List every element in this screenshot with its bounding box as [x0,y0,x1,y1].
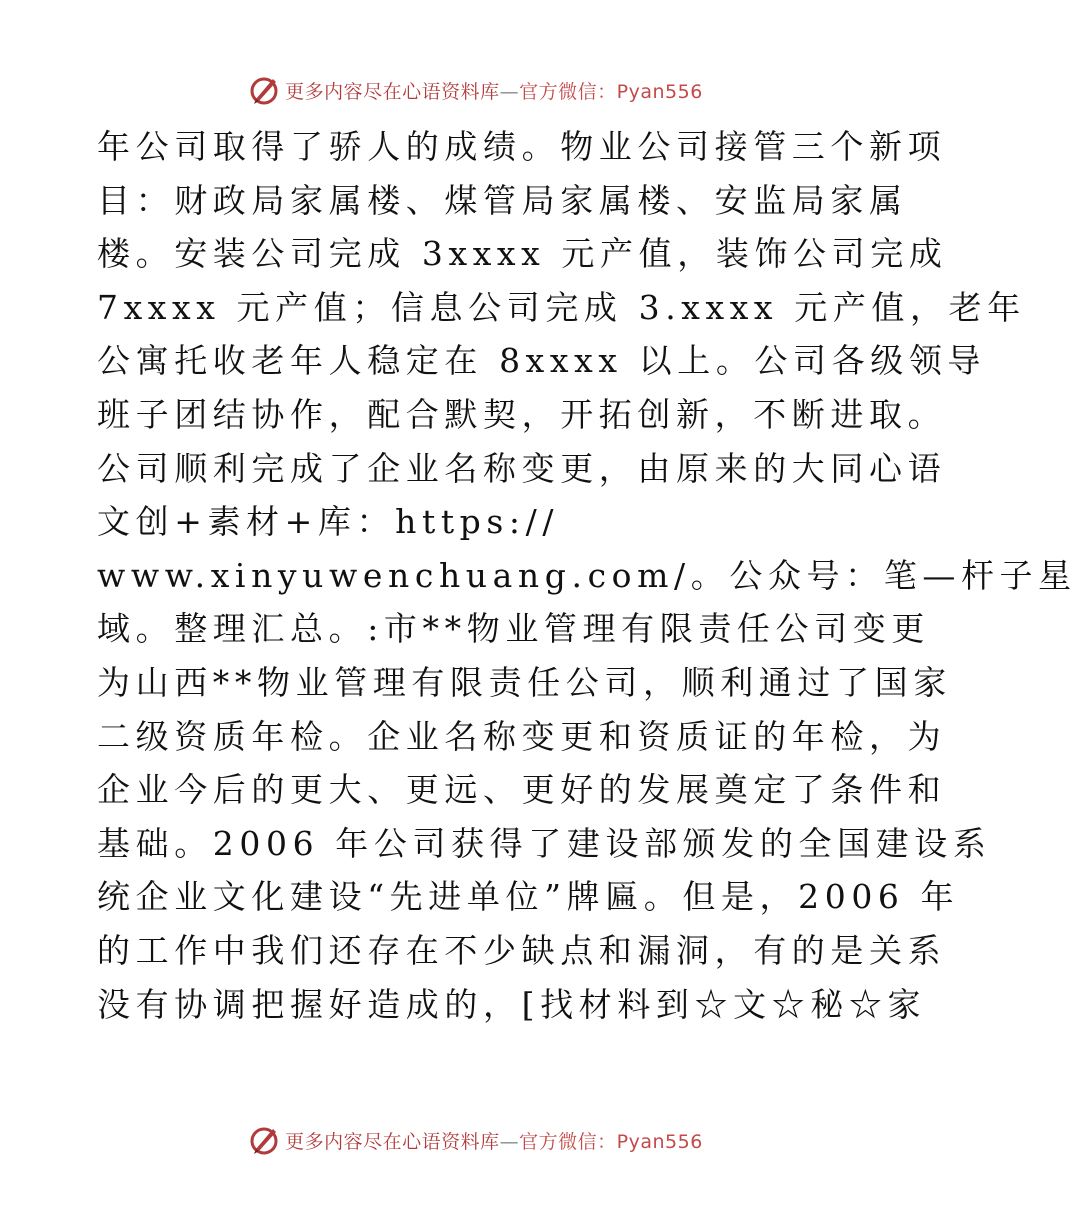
header-banner [0,70,950,110]
body-line: 目：财政局家属楼、煤管局家属楼、安监局家属 [97,180,908,220]
header-banner-text [285,77,703,104]
body-line: 为山西**物业管理有限责任公司，顺利通过了国家 [97,662,952,702]
body-line: 公司顺利完成了企业名称变更，由原来的大同心语 [97,448,947,488]
body-line: 7xxxx 元产值；信息公司完成 3.xxxx 元产值，老年 [97,287,1026,327]
body-line: 二级资质年检。企业名称变更和资质证的年检，为 [97,716,947,756]
footer-site-text: 更多内容尽在心语资料库 [285,1130,500,1153]
footer-banner-text [285,1127,703,1154]
body-line: 公寓托收老年人稳定在 8xxxx 以上。公司各级领导 [97,341,987,381]
document-body [97,120,1077,1031]
body-line: 的工作中我们还存在不少缺点和漏洞，有的是关系 [97,930,947,970]
pen-logo-icon [247,73,281,107]
body-line: 文创+素材+库：https:// [97,502,560,542]
footer-banner [0,1120,950,1160]
body-line: 楼。安装公司完成 3xxxx 元产值，装饰公司完成 [97,234,948,274]
body-line: www.xinyuwenchuang.com/。公众号：笔—杆子星 [97,555,1077,595]
body-line: 年公司取得了骄人的成绩。物业公司接管三个新项 [97,127,947,166]
footer-dash: — [499,1130,520,1153]
body-line: 企业今后的更大、更远、更好的发展奠定了条件和 [97,770,947,810]
body-line: 没有协调把握好造成的，[找材料到☆文☆秘☆家 [97,984,927,1024]
footer-wechat-text: 官方微信：Pyan556 [519,1130,703,1153]
header-wechat-text: 官方微信：Pyan556 [519,80,703,103]
body-line: 统企业文化建设“先进单位”牌匾。但是，2006 年 [97,877,960,917]
body-line: 班子团结协作，配合默契，开拓创新，不断进取。 [97,394,947,434]
header-dash: — [499,80,520,103]
header-site-text: 更多内容尽在心语资料库 [285,80,500,103]
body-line: 基础。2006 年公司获得了建设部颁发的全国建设系 [97,823,992,863]
body-line: 域。整理汇总。:市**物业管理有限责任公司变更 [97,609,930,649]
pen-logo-icon [247,1123,281,1157]
